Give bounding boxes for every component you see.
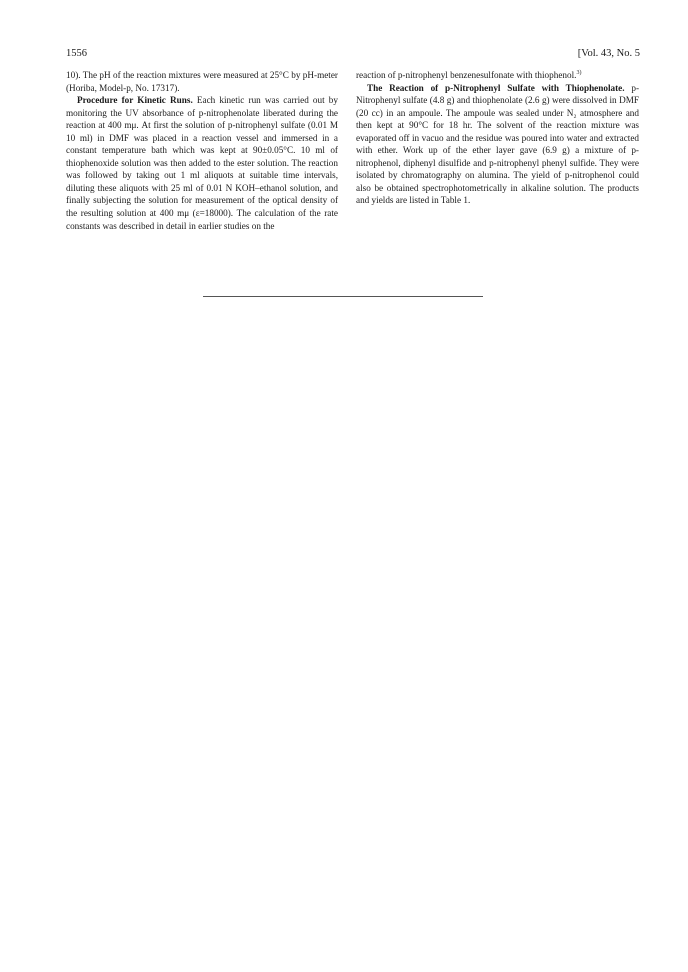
running-header <box>66 48 640 62</box>
section-divider-rule <box>203 296 483 297</box>
reaction-body: p-Nitrophenyl sulfate (4.8 g) and thiophenolate (2.6 g) were dissolved in DMF (20 cc) in an ampoule. The ampoule was sealed under N₂ atmosphere and then kept at 90°C for 18 hr. The solvent of the reaction mixture was evaporated off in vacuo and the residue was poured into water and extracted with ether. Work up of the ether layer gave (6.9 g) a mixture of p-nitrophenol, diphenyl disulfide and p-nitrophenyl phenyl sulfide. They were isolated by chromatography on alumina. The yield of p-nitrophenol could also be obtained spectrophotometrically in alkaline solution. The products and yields are listed in Table 1. <box>356 82 639 206</box>
page-number: 1556 <box>66 48 87 59</box>
section-heading-kinetic-runs: Procedure for Kinetic Runs. <box>77 95 193 106</box>
reference-marker: 3) <box>576 69 582 76</box>
right-column <box>356 69 639 207</box>
right-paragraph-1 <box>356 69 639 82</box>
left-column <box>66 69 338 232</box>
volume-issue: [Vol. 43, No. 5 <box>577 48 640 59</box>
left-paragraph-1: 10). The pH of the reaction mixtures were measured at 25°C by pH-meter (Horiba, Model-p, No. 17317). <box>66 70 338 93</box>
right-paragraph-1-text: reaction of p-nitrophenyl benzenesulfonate with thiophenol. <box>356 70 577 80</box>
kinetic-runs-body: Each kinetic run was carried out by monitoring the UV absorbance of p-nitrophenolate liberated during the reaction at 400 mμ. At first the solution of p-nitrophenyl sulfate (0.01 M 10 ml) in DMF was placed in a reaction vessel and immersed in a constant temperature bath which was kept at 90±0.05°C. 10 ml of thiophenoxide solution was then added to the ester solution. The reaction was followed by taking out 1 ml aliquots at suitable time intervals, diluting these aliquots with 25 ml of 0.01 N KOH–ethanol solution, and finally subjecting the solution for measurement of the optical density of the resulting solution at 400 mμ (ε=18000). The calculation of the rate constants was described in detail in earlier studies on the <box>66 95 338 231</box>
left-paragraph-2 <box>66 94 338 232</box>
section-heading-reaction: The Reaction of p-Nitrophenyl Sulfate with Thiophenolate. <box>367 82 625 93</box>
right-paragraph-2 <box>356 82 639 207</box>
